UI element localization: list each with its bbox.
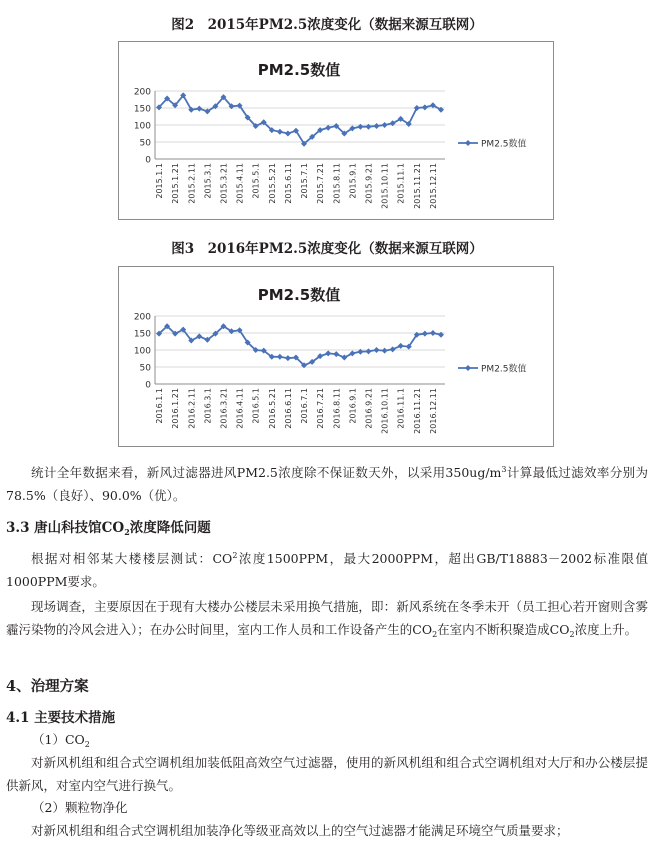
h33-subscript: 2 (124, 527, 130, 537)
p1-text-b: 计算最低过滤效率分别为78.5%（良好）、90.0%（优）。 (6, 465, 648, 503)
p3-subscript-1: 2 (432, 629, 438, 639)
x-tick-label: 2015.2.11 (187, 163, 197, 204)
data-point (196, 106, 202, 112)
data-point (365, 348, 371, 354)
data-point (285, 355, 291, 361)
h33-text-b: 浓度降低问题 (129, 520, 211, 536)
section-3-3-heading (6, 516, 211, 537)
p3-text-a: 现场调查，主要原因在于现有大楼办公楼层未采用换气措施，即：新风系统在冬季未开（员工担心若开窗则含雾霾污染物的冷风会进入）；在办公时间里，室内工作人员和工作设备产生的CO (6, 599, 648, 637)
y-tick-label: 50 (139, 138, 151, 149)
figure3-caption: 图3 2016年PM2.5浓度变化（数据来源互联网） (171, 241, 483, 257)
data-point (374, 123, 380, 129)
data-point (382, 348, 388, 354)
chart-title: PM2.5数值 (257, 61, 341, 79)
y-tick-label: 0 (145, 155, 151, 166)
h33-text-a: 3.3 唐山科技馆CO (6, 520, 125, 536)
legend-marker (465, 140, 471, 146)
x-tick-label: 2015.7.1 (300, 163, 310, 199)
p3-subscript-2: 2 (569, 629, 575, 639)
x-tick-label: 2015.9.21 (364, 163, 374, 204)
data-point (414, 105, 420, 111)
y-tick-label: 200 (133, 87, 151, 98)
x-tick-label: 2015.5.1 (251, 163, 261, 199)
x-tick-label: 2015.8.11 (332, 163, 342, 204)
x-tick-label: 2016.3.21 (219, 388, 229, 429)
data-point (398, 343, 404, 349)
x-tick-label: 2016.12.11 (428, 388, 438, 434)
x-tick-label: 2015.3.1 (203, 163, 213, 199)
x-tick-label: 2016.2.11 (187, 388, 197, 429)
section-4-heading: 4、治理方案 (6, 678, 89, 695)
item-2-particulate: （2）颗粒物净化 (32, 800, 128, 815)
data-point (374, 347, 380, 353)
p1-text-a: 统计全年数据来看，新风过滤器进风PM2.5浓度除不保证数天外，以采用350ug/m (31, 465, 502, 480)
x-tick-label: 2016.10.11 (380, 388, 390, 434)
item1-text: （1）CO (32, 732, 85, 747)
y-tick-label: 0 (145, 380, 151, 391)
x-tick-label: 2015.10.11 (380, 163, 390, 209)
y-tick-label: 50 (139, 363, 151, 374)
y-tick-label: 100 (133, 121, 151, 132)
p1-superscript: 3 (501, 465, 507, 474)
chart-2016-svg (119, 267, 553, 446)
x-tick-label: 2015.3.21 (219, 163, 229, 204)
x-tick-label: 2016.5.1 (251, 388, 261, 424)
x-tick-label: 2015.9.1 (348, 163, 358, 199)
chart-title: PM2.5数值 (257, 286, 341, 304)
x-tick-label: 2016.1.21 (171, 388, 181, 429)
x-tick-label: 2016.11.21 (412, 388, 422, 434)
data-point (390, 346, 396, 352)
data-point (285, 131, 291, 137)
paragraph-co2-test (6, 545, 648, 593)
p2-text-b: 浓度1500PPM，最大2000PPM，超出GB/T18883－2002标准限值1000PPM要求。 (6, 551, 648, 589)
x-tick-label: 2015.11.21 (412, 163, 422, 209)
data-point (325, 125, 331, 131)
x-tick-label: 2016.7.1 (300, 388, 310, 424)
x-tick-label: 2016.9.21 (364, 388, 374, 429)
data-point (325, 350, 331, 356)
x-tick-label: 2015.1.21 (171, 163, 181, 204)
x-tick-label: 2015.1.1 (155, 163, 165, 199)
data-point (422, 104, 428, 110)
x-tick-label: 2016.4.11 (235, 388, 245, 429)
paragraph-filter-grade: 对新风机组和组合式空调机组加装净化等级亚高效以上的空气过滤器才能满足环境空气质量要求； (31, 823, 569, 838)
x-tick-label: 2016.11.1 (396, 388, 406, 429)
x-tick-label: 2015.12.11 (428, 163, 438, 209)
paragraph-site-survey (6, 596, 648, 646)
x-tick-label: 2016.7.21 (316, 388, 326, 429)
y-tick-label: 200 (133, 312, 151, 323)
p2-text-a: 根据对相邻某大楼楼层测试：CO (31, 551, 233, 566)
paragraph-fresh-air: 对新风机组和组合式空调机组加装低阻高效空气过滤器，使用的新风机组和组合式空调机组对大厅和办公楼层提供新风，对室内空气进行换气。 (6, 755, 648, 793)
data-point (277, 129, 283, 135)
data-point (196, 333, 202, 339)
item1-subscript: 2 (84, 740, 90, 749)
chart-2015-svg (119, 42, 553, 219)
paragraph-filter-efficiency (6, 459, 648, 507)
x-tick-label: 2016.9.1 (348, 388, 358, 424)
y-tick-label: 100 (133, 346, 151, 357)
x-tick-label: 2016.1.1 (155, 388, 165, 424)
data-point (382, 122, 388, 128)
data-point (430, 330, 436, 336)
data-point (333, 351, 339, 357)
x-tick-label: 2015.6.11 (283, 163, 293, 204)
chart-2015 (118, 41, 554, 220)
x-tick-label: 2015.11.1 (396, 163, 406, 204)
x-tick-label: 2016.6.11 (283, 388, 293, 429)
p3-text-b: 在室内不断积聚造成CO (437, 621, 570, 637)
x-tick-label: 2015.5.21 (267, 163, 277, 204)
x-tick-label: 2016.5.21 (267, 388, 277, 429)
p3-text-c: 浓度上升。 (574, 621, 638, 637)
legend-marker (465, 365, 471, 371)
y-tick-label: 150 (133, 329, 151, 340)
data-point (349, 350, 355, 356)
data-point (341, 354, 347, 360)
data-point (422, 331, 428, 337)
y-tick-label: 150 (133, 104, 151, 115)
legend-label: PM2.5数值 (481, 364, 527, 375)
data-point (277, 354, 283, 360)
x-tick-label: 2015.4.11 (235, 163, 245, 204)
chart-2016 (118, 266, 554, 447)
p2-superscript: 2 (232, 551, 238, 560)
figure2-caption: 图2 2015年PM2.5浓度变化（数据来源互联网） (171, 17, 483, 33)
x-tick-label: 2016.8.11 (332, 388, 342, 429)
legend-label: PM2.5数值 (481, 139, 527, 150)
x-tick-label: 2016.3.1 (203, 388, 213, 424)
x-tick-label: 2015.7.21 (316, 163, 326, 204)
section-4-1-heading: 4.1 主要技术措施 (6, 710, 116, 726)
